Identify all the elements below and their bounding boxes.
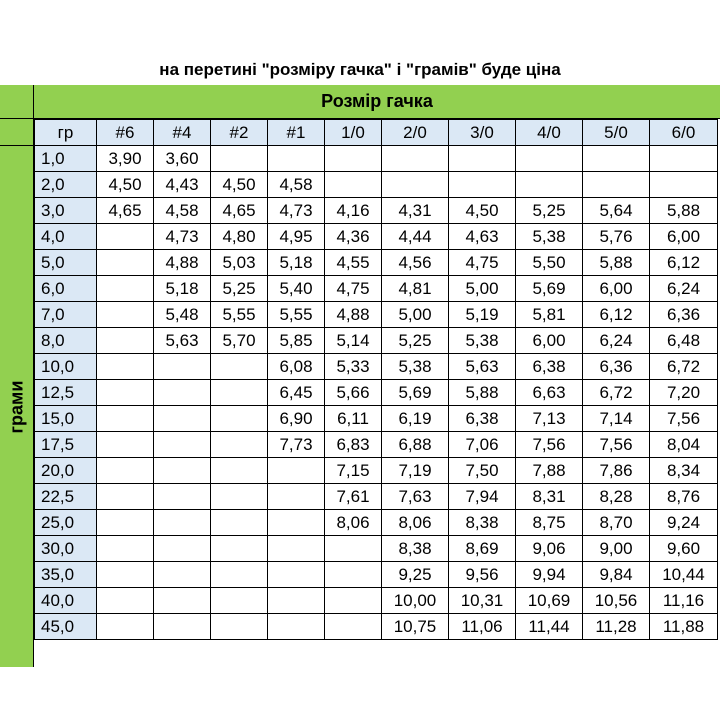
price-cell: 11,16: [650, 588, 718, 614]
grams-cell: 40,0: [35, 588, 97, 614]
column-header-hook-size: 2/0: [382, 120, 449, 146]
grams-cell: 35,0: [35, 562, 97, 588]
price-cell: [97, 614, 154, 640]
price-cell: 5,64: [583, 198, 650, 224]
column-header-hook-size: 3/0: [449, 120, 516, 146]
price-cell: 6,24: [583, 328, 650, 354]
grams-cell: 3,0: [35, 198, 97, 224]
table-row: [35, 380, 718, 406]
price-cell: 9,56: [449, 562, 516, 588]
price-cell: [97, 510, 154, 536]
price-cell: 4,65: [211, 198, 268, 224]
price-cell: 5,55: [211, 302, 268, 328]
price-cell: [268, 614, 325, 640]
table-title: на перетині "розміру гачка" і "грамів" буде ціна: [0, 55, 720, 86]
price-cell: 4,80: [211, 224, 268, 250]
price-cell: [97, 484, 154, 510]
grams-cell: 20,0: [35, 458, 97, 484]
price-cell: [449, 146, 516, 172]
price-cell: 7,50: [449, 458, 516, 484]
price-cell: [211, 432, 268, 458]
price-cell: 4,88: [154, 250, 211, 276]
table-row: [35, 172, 718, 198]
price-cell: 8,69: [449, 536, 516, 562]
price-cell: [650, 146, 718, 172]
price-cell: 6,90: [268, 406, 325, 432]
price-cell: 4,58: [154, 198, 211, 224]
price-cell: 4,55: [325, 250, 382, 276]
table-row: [35, 354, 718, 380]
price-cell: [516, 172, 583, 198]
column-header-hook-size: #1: [268, 120, 325, 146]
price-cell: [154, 510, 211, 536]
price-cell: 4,75: [325, 276, 382, 302]
price-cell: 7,86: [583, 458, 650, 484]
price-cell: 8,38: [449, 510, 516, 536]
price-cell: 9,84: [583, 562, 650, 588]
price-cell: 5,88: [449, 380, 516, 406]
price-cell: 5,48: [154, 302, 211, 328]
price-cell: 5,88: [583, 250, 650, 276]
price-cell: 10,75: [382, 614, 449, 640]
price-cell: 4,65: [97, 198, 154, 224]
price-cell: 6,11: [325, 406, 382, 432]
price-cell: [154, 380, 211, 406]
price-cell: 4,50: [211, 172, 268, 198]
price-cell: [211, 510, 268, 536]
price-cell: [154, 458, 211, 484]
price-cell: 9,25: [382, 562, 449, 588]
hook-size-header: [0, 85, 720, 119]
price-cell: [268, 458, 325, 484]
price-cell: 9,24: [650, 510, 718, 536]
grams-cell: 15,0: [35, 406, 97, 432]
price-cell: 3,90: [97, 146, 154, 172]
table-row: [35, 224, 718, 250]
price-cell: 8,31: [516, 484, 583, 510]
table-row: [35, 510, 718, 536]
price-cell: 8,34: [650, 458, 718, 484]
price-cell: [211, 536, 268, 562]
table-row: [35, 588, 718, 614]
price-cell: 6,00: [583, 276, 650, 302]
price-cell: [97, 432, 154, 458]
price-cell: 4,16: [325, 198, 382, 224]
price-cell: [211, 146, 268, 172]
price-cell: 7,88: [516, 458, 583, 484]
price-cell: 8,28: [583, 484, 650, 510]
price-cell: 5,25: [211, 276, 268, 302]
column-header-hook-size: 1/0: [325, 120, 382, 146]
price-cell: 10,00: [382, 588, 449, 614]
price-cell: [449, 172, 516, 198]
column-header-hook-size: #2: [211, 120, 268, 146]
price-cell: 6,00: [516, 328, 583, 354]
price-cell: [325, 146, 382, 172]
price-cell: 9,60: [650, 536, 718, 562]
grams-cell: 1,0: [35, 146, 97, 172]
table-row: [35, 146, 718, 172]
price-cell: 6,45: [268, 380, 325, 406]
grams-cell: 22,5: [35, 484, 97, 510]
price-cell: 5,40: [268, 276, 325, 302]
price-cell: 4,43: [154, 172, 211, 198]
price-cell: 5,19: [449, 302, 516, 328]
price-cell: [382, 172, 449, 198]
price-cell: [154, 354, 211, 380]
grams-side-header: [0, 146, 34, 667]
price-cell: 4,81: [382, 276, 449, 302]
price-cell: 6,00: [650, 224, 718, 250]
price-cell: 5,38: [449, 328, 516, 354]
price-cell: 5,03: [211, 250, 268, 276]
price-cell: 5,55: [268, 302, 325, 328]
price-cell: [268, 510, 325, 536]
price-cell: 5,38: [516, 224, 583, 250]
price-cell: 6,88: [382, 432, 449, 458]
price-cell: 11,06: [449, 614, 516, 640]
price-cell: 8,04: [650, 432, 718, 458]
price-cell: [97, 458, 154, 484]
price-cell: [97, 276, 154, 302]
table-row: [35, 302, 718, 328]
price-cell: 5,63: [154, 328, 211, 354]
column-header-hook-size: 4/0: [516, 120, 583, 146]
price-cell: [268, 562, 325, 588]
price-cell: 5,14: [325, 328, 382, 354]
price-cell: 4,50: [97, 172, 154, 198]
price-cell: 5,81: [516, 302, 583, 328]
price-cell: [154, 536, 211, 562]
price-cell: 4,73: [154, 224, 211, 250]
price-cell: 5,00: [449, 276, 516, 302]
price-cell: 5,69: [382, 380, 449, 406]
price-cell: 6,72: [583, 380, 650, 406]
price-cell: [268, 484, 325, 510]
price-cell: [268, 536, 325, 562]
price-cell: 5,00: [382, 302, 449, 328]
grams-cell: 12,5: [35, 380, 97, 406]
hook-size-label: Розмір гачка: [321, 91, 433, 111]
price-cell: 5,76: [583, 224, 650, 250]
price-cell: [97, 588, 154, 614]
price-cell: 7,06: [449, 432, 516, 458]
price-cell: 7,94: [449, 484, 516, 510]
price-cell: 4,44: [382, 224, 449, 250]
grams-cell: 25,0: [35, 510, 97, 536]
price-cell: 4,88: [325, 302, 382, 328]
grams-cell: 7,0: [35, 302, 97, 328]
price-cell: [325, 172, 382, 198]
grams-cell: 10,0: [35, 354, 97, 380]
price-cell: 10,69: [516, 588, 583, 614]
price-cell: [154, 588, 211, 614]
price-cell: 5,25: [382, 328, 449, 354]
price-cell: [154, 432, 211, 458]
column-header-grams: гр: [35, 120, 97, 146]
price-cell: 11,28: [583, 614, 650, 640]
price-cell: [211, 614, 268, 640]
price-cell: 6,12: [583, 302, 650, 328]
price-cell: 6,48: [650, 328, 718, 354]
table-row: [35, 458, 718, 484]
price-cell: 5,18: [268, 250, 325, 276]
price-cell: [97, 224, 154, 250]
price-cell: 5,63: [449, 354, 516, 380]
price-cell: [211, 562, 268, 588]
price-cell: 6,19: [382, 406, 449, 432]
price-cell: 6,38: [449, 406, 516, 432]
price-rows: [35, 146, 718, 640]
header-corner: [0, 85, 34, 118]
price-table-sheet: [0, 55, 720, 667]
price-cell: 8,38: [382, 536, 449, 562]
table-row: [35, 614, 718, 640]
price-cell: [97, 562, 154, 588]
price-cell: 4,58: [268, 172, 325, 198]
price-cell: [154, 406, 211, 432]
price-cell: 4,31: [382, 198, 449, 224]
grams-cell: 4,0: [35, 224, 97, 250]
price-cell: [516, 146, 583, 172]
price-cell: 7,19: [382, 458, 449, 484]
price-cell: [97, 380, 154, 406]
price-cell: 5,85: [268, 328, 325, 354]
price-cell: 8,76: [650, 484, 718, 510]
price-cell: 9,00: [583, 536, 650, 562]
grams-cell: 6,0: [35, 276, 97, 302]
price-cell: 6,24: [650, 276, 718, 302]
price-cell: 5,88: [650, 198, 718, 224]
grams-cell: 17,5: [35, 432, 97, 458]
price-cell: [268, 588, 325, 614]
price-cell: 7,56: [516, 432, 583, 458]
price-cell: 7,73: [268, 432, 325, 458]
price-cell: [97, 406, 154, 432]
price-cell: 9,94: [516, 562, 583, 588]
price-cell: [325, 562, 382, 588]
price-cell: 7,20: [650, 380, 718, 406]
column-header-hook-size: 6/0: [650, 120, 718, 146]
column-header-hook-size: 5/0: [583, 120, 650, 146]
price-cell: [211, 380, 268, 406]
price-cell: 6,83: [325, 432, 382, 458]
price-cell: [211, 406, 268, 432]
price-cell: 7,14: [583, 406, 650, 432]
price-cell: 5,50: [516, 250, 583, 276]
price-cell: 4,95: [268, 224, 325, 250]
price-cell: [97, 302, 154, 328]
price-cell: 10,31: [449, 588, 516, 614]
side-corner-cell: [0, 119, 34, 146]
price-cell: 6,36: [583, 354, 650, 380]
price-cell: 11,44: [516, 614, 583, 640]
price-cell: 5,33: [325, 354, 382, 380]
price-cell: [97, 536, 154, 562]
price-cell: 4,75: [449, 250, 516, 276]
price-cell: 8,70: [583, 510, 650, 536]
price-cell: 4,56: [382, 250, 449, 276]
price-cell: 8,06: [325, 510, 382, 536]
price-cell: [325, 614, 382, 640]
price-cell: 10,56: [583, 588, 650, 614]
price-cell: 6,12: [650, 250, 718, 276]
grams-cell: 45,0: [35, 614, 97, 640]
price-cell: 5,69: [516, 276, 583, 302]
price-cell: 8,06: [382, 510, 449, 536]
column-header-row: [35, 120, 718, 146]
price-cell: 3,60: [154, 146, 211, 172]
grams-cell: 30,0: [35, 536, 97, 562]
price-cell: 7,56: [583, 432, 650, 458]
table-row: [35, 406, 718, 432]
price-cell: [97, 328, 154, 354]
table-row: [35, 432, 718, 458]
price-cell: 7,56: [650, 406, 718, 432]
price-cell: [325, 588, 382, 614]
price-cell: [97, 250, 154, 276]
price-cell: 6,63: [516, 380, 583, 406]
price-cell: [382, 146, 449, 172]
grams-cell: 5,0: [35, 250, 97, 276]
price-cell: 7,61: [325, 484, 382, 510]
grams-cell: 2,0: [35, 172, 97, 198]
price-cell: [211, 354, 268, 380]
price-cell: [154, 484, 211, 510]
price-cell: [583, 172, 650, 198]
price-cell: 6,72: [650, 354, 718, 380]
price-cell: 4,36: [325, 224, 382, 250]
table-row: [35, 250, 718, 276]
price-cell: 11,88: [650, 614, 718, 640]
price-cell: 9,06: [516, 536, 583, 562]
price-cell: [97, 354, 154, 380]
table-row: [35, 328, 718, 354]
price-cell: [154, 562, 211, 588]
price-cell: [211, 458, 268, 484]
price-cell: 5,25: [516, 198, 583, 224]
price-cell: 6,08: [268, 354, 325, 380]
price-cell: [268, 146, 325, 172]
price-cell: 6,36: [650, 302, 718, 328]
table-row: [35, 562, 718, 588]
price-cell: 4,63: [449, 224, 516, 250]
column-header-hook-size: #6: [97, 120, 154, 146]
price-cell: [154, 614, 211, 640]
column-header-hook-size: #4: [154, 120, 211, 146]
price-cell: 7,15: [325, 458, 382, 484]
table-row: [35, 484, 718, 510]
price-cell: 7,63: [382, 484, 449, 510]
table-row: [35, 276, 718, 302]
price-cell: [583, 146, 650, 172]
price-cell: 8,75: [516, 510, 583, 536]
price-cell: 5,66: [325, 380, 382, 406]
price-cell: 4,73: [268, 198, 325, 224]
price-cell: 6,38: [516, 354, 583, 380]
grams-label: грами: [6, 380, 26, 433]
grams-cell: 8,0: [35, 328, 97, 354]
table-row: [35, 198, 718, 224]
price-cell: [211, 484, 268, 510]
price-cell: 10,44: [650, 562, 718, 588]
price-cell: [325, 536, 382, 562]
price-cell: 5,38: [382, 354, 449, 380]
price-grid: [34, 119, 718, 640]
table-row: [35, 536, 718, 562]
price-cell: 4,50: [449, 198, 516, 224]
price-cell: [211, 588, 268, 614]
price-cell: 5,70: [211, 328, 268, 354]
price-cell: [650, 172, 718, 198]
price-cell: 5,18: [154, 276, 211, 302]
price-cell: 7,13: [516, 406, 583, 432]
